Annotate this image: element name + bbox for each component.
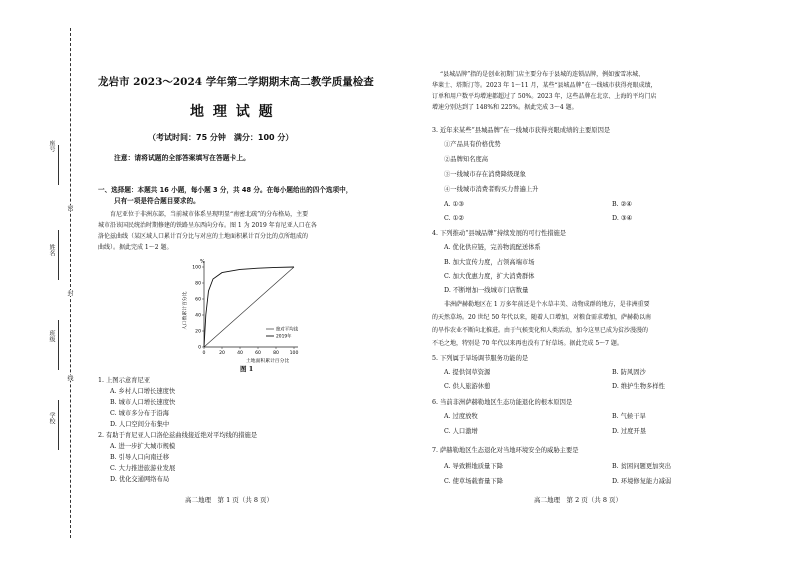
- footer-page1: 高二地理 第 1 页（共 8 页）: [185, 496, 274, 504]
- q4-option-d[interactable]: D. 不断增加一线城市门店数量: [444, 287, 529, 294]
- q3-stem: 3. 近年来某些“县城品牌”在一线城市获得亮眼成绩的主要原因是: [432, 127, 611, 134]
- q6-option-c[interactable]: C. 人口激增: [444, 428, 478, 435]
- seat-number-line: [58, 145, 59, 185]
- q2-option-b[interactable]: B. 引导人口向南迁移: [110, 454, 170, 461]
- passage2-line2: 华莱士、塔斯汀等。2023 年 1～11 月，某些“县城品牌”在一线城市获得亮眼成绩，: [432, 82, 657, 89]
- x-tick-label: 0: [202, 351, 206, 356]
- x-tick-label: 60: [255, 351, 261, 356]
- legend-label: 2019年: [276, 334, 292, 340]
- q6-stem: 6. 当前非洲萨赫勒地区生态功能退化的根本原因是: [432, 399, 573, 406]
- y-axis-label: 人口数累计百分比: [183, 291, 188, 330]
- passage1-line1: 育尼亚位于非洲东部，当前城市体系呈现明显“南密北疏”的分布格局，主要: [110, 211, 309, 218]
- time-info: （考试时间：75 分钟 满分：100 分）: [148, 133, 294, 142]
- q1-option-c[interactable]: C. 城市多分布于沿海: [110, 410, 169, 417]
- passage2-line4: 增速分别达到了 148%和 225%。据此完成 3～4 题。: [432, 104, 578, 111]
- y-tick-label: 0: [198, 345, 201, 351]
- q1-option-d[interactable]: D. 人口空间分布集中: [110, 421, 170, 428]
- q6-option-b[interactable]: B. 气候干旱: [612, 413, 646, 420]
- name-label: 姓名: [48, 244, 55, 256]
- q3-option-d[interactable]: D. ③④: [612, 215, 633, 222]
- passage2-line1: “县城品牌”指的是创业初期门店主要分布于县城的连锁品牌，例如蜜雪冰城、: [440, 71, 645, 78]
- passage1-line2: 城市沿该国民统治时期修建的铁路呈东西向分布。图 1 为 2019 年育尼亚人口在各: [98, 222, 317, 229]
- class-label: 班级: [48, 330, 55, 342]
- chart-legend: [266, 326, 299, 340]
- y-tick-label: 80: [195, 281, 201, 287]
- school-label: 学校: [48, 412, 55, 424]
- subject-title: 地 理 试 题: [190, 104, 275, 120]
- q2-option-d[interactable]: D. 优化交通网络布局: [110, 476, 170, 483]
- q7-option-a[interactable]: A. 导致耕地质量下降: [444, 463, 503, 470]
- q7-stem: 7. 萨赫勒地区生态退化对当地环境安全的威胁主要是: [432, 447, 579, 454]
- answer-note: 注意：请将试题的全部答案填写在答题卡上。: [114, 154, 250, 162]
- q2-option-a[interactable]: A. 进一步扩大城市规模: [110, 443, 176, 450]
- q5-option-b[interactable]: B. 防风固沙: [612, 369, 646, 376]
- y-tick-label: 20: [195, 329, 201, 335]
- school-line: [58, 400, 59, 450]
- passage3-line2: 的天然草场。20 世纪 50 年代以来，随着人口增加，对粮食需求增加，萨赫勒以南: [432, 314, 651, 321]
- q5-stem: 5. 下列属于旱场调节服务功能的是: [432, 355, 529, 362]
- q3-option-c[interactable]: C. ①②: [444, 215, 464, 222]
- passage3-line1: 非洲萨赫勒地区在 1 万多年前还是个水草丰美、动物成群的地方，是非洲重要: [444, 301, 650, 308]
- q3-statement-4: ④一线城市消费者购买力普遍上升: [444, 186, 539, 193]
- y-tick-label: 60: [195, 297, 201, 303]
- q3-statement-1: ①产品具有价格优势: [444, 141, 501, 148]
- x-tick-label: 100: [289, 351, 299, 356]
- q1-option-a[interactable]: A. 乡村人口增长速度快: [110, 388, 176, 395]
- q2-option-c[interactable]: C. 大力推进旅游业发展: [110, 465, 176, 472]
- exam-title: 龙岩市 2023～2024 学年第二学期期末高二教学质量检查: [98, 76, 374, 88]
- q5-option-c[interactable]: C. 供人旅游休憩: [444, 383, 491, 390]
- q7-option-b[interactable]: B. 贫困问题更加突出: [612, 463, 672, 470]
- seal-mark-feng: 封: [66, 290, 73, 296]
- q6-option-d[interactable]: D. 过度开垦: [612, 428, 647, 435]
- seal-mark-xian: 线: [66, 375, 73, 381]
- q3-statement-3: ③一线城市存在消费降级现象: [444, 171, 526, 178]
- q4-stem: 4. 下列推动“县城品牌”持续发展的可行性措施是: [432, 230, 567, 237]
- legend-label: 绝对平均线: [276, 327, 298, 333]
- q7-option-d[interactable]: D. 环境修复能力减弱: [612, 478, 672, 485]
- passage3-line4: 不毛之地，特别是 70 年代以来再也没有了好草场。据此完成 5～7 题。: [432, 340, 623, 347]
- x-tick-label: 40: [237, 351, 243, 356]
- class-line: [58, 320, 59, 370]
- q3-statement-2: ②品牌知名度高: [444, 156, 489, 163]
- y-unit-label: %: [200, 259, 205, 265]
- lorenz-curve-chart: [172, 255, 372, 365]
- passage1-line4: 曲线）。据此完成 1～2 题。: [98, 244, 173, 251]
- passage2-line3: 订单和用户数平均增速都超过了 50%。2023 年，这些品牌在北京、上海的平均门店: [432, 93, 657, 100]
- x-tick-label: 20: [219, 351, 225, 356]
- q3-option-b[interactable]: B. ②④: [612, 201, 632, 208]
- q6-option-a[interactable]: A. 过度放牧: [444, 413, 478, 420]
- section1-heading-line1: 一、选择题：本题共 16 小题，每小题 3 分，共 48 分。在每小题给出的四个选项中，: [98, 186, 353, 194]
- q4-option-b[interactable]: B. 加大宣传力度，占领高端市场: [444, 259, 535, 266]
- section1-heading-line2: 只有一项是符合题目要求的。: [114, 197, 200, 205]
- y-tick-label: 100: [192, 265, 201, 271]
- q4-option-a[interactable]: A. 优化供应链，完善物流配送体系: [444, 244, 541, 251]
- q1-option-b[interactable]: B. 城市人口增长速度快: [110, 399, 176, 406]
- passage1-line3: 洛伦兹曲线（某区域人口累计百分比与对应的土地面积累计百分比的点所组成的: [98, 233, 309, 240]
- seal-mark-mi: 密: [66, 205, 73, 211]
- name-line: [58, 230, 59, 280]
- seat-number-label: 座号: [48, 140, 55, 152]
- binding-dashed-line: [70, 28, 71, 538]
- x-axis-label: 土地面积累计百分比: [246, 359, 290, 364]
- q1-stem: 1. 上图示意育尼亚: [98, 377, 151, 384]
- q4-option-c[interactable]: C. 加大优惠力度，扩大消费群体: [444, 273, 535, 280]
- q7-option-c[interactable]: C. 使草场载畜量下降: [444, 478, 503, 485]
- x-tick-label: 80: [273, 351, 279, 356]
- figure1-caption: 图 1: [240, 365, 254, 373]
- q2-stem: 2. 有助于育尼亚人口洛伦兹曲线接近绝对平均线的措施是: [98, 432, 258, 439]
- q5-option-a[interactable]: A. 提供饲草资源: [444, 369, 491, 376]
- footer-page2: 高二地理 第 2 页（共 8 页）: [534, 496, 623, 504]
- q3-option-a[interactable]: A. ①③: [444, 201, 464, 208]
- passage3-line3: 的旱作农业不断向北推进。由于气候变化和人类活动，加今这里已成为贫沙漫漫的: [432, 327, 649, 334]
- q5-option-d[interactable]: D. 维护生物多样性: [612, 383, 665, 390]
- y-tick-label: 40: [195, 313, 201, 319]
